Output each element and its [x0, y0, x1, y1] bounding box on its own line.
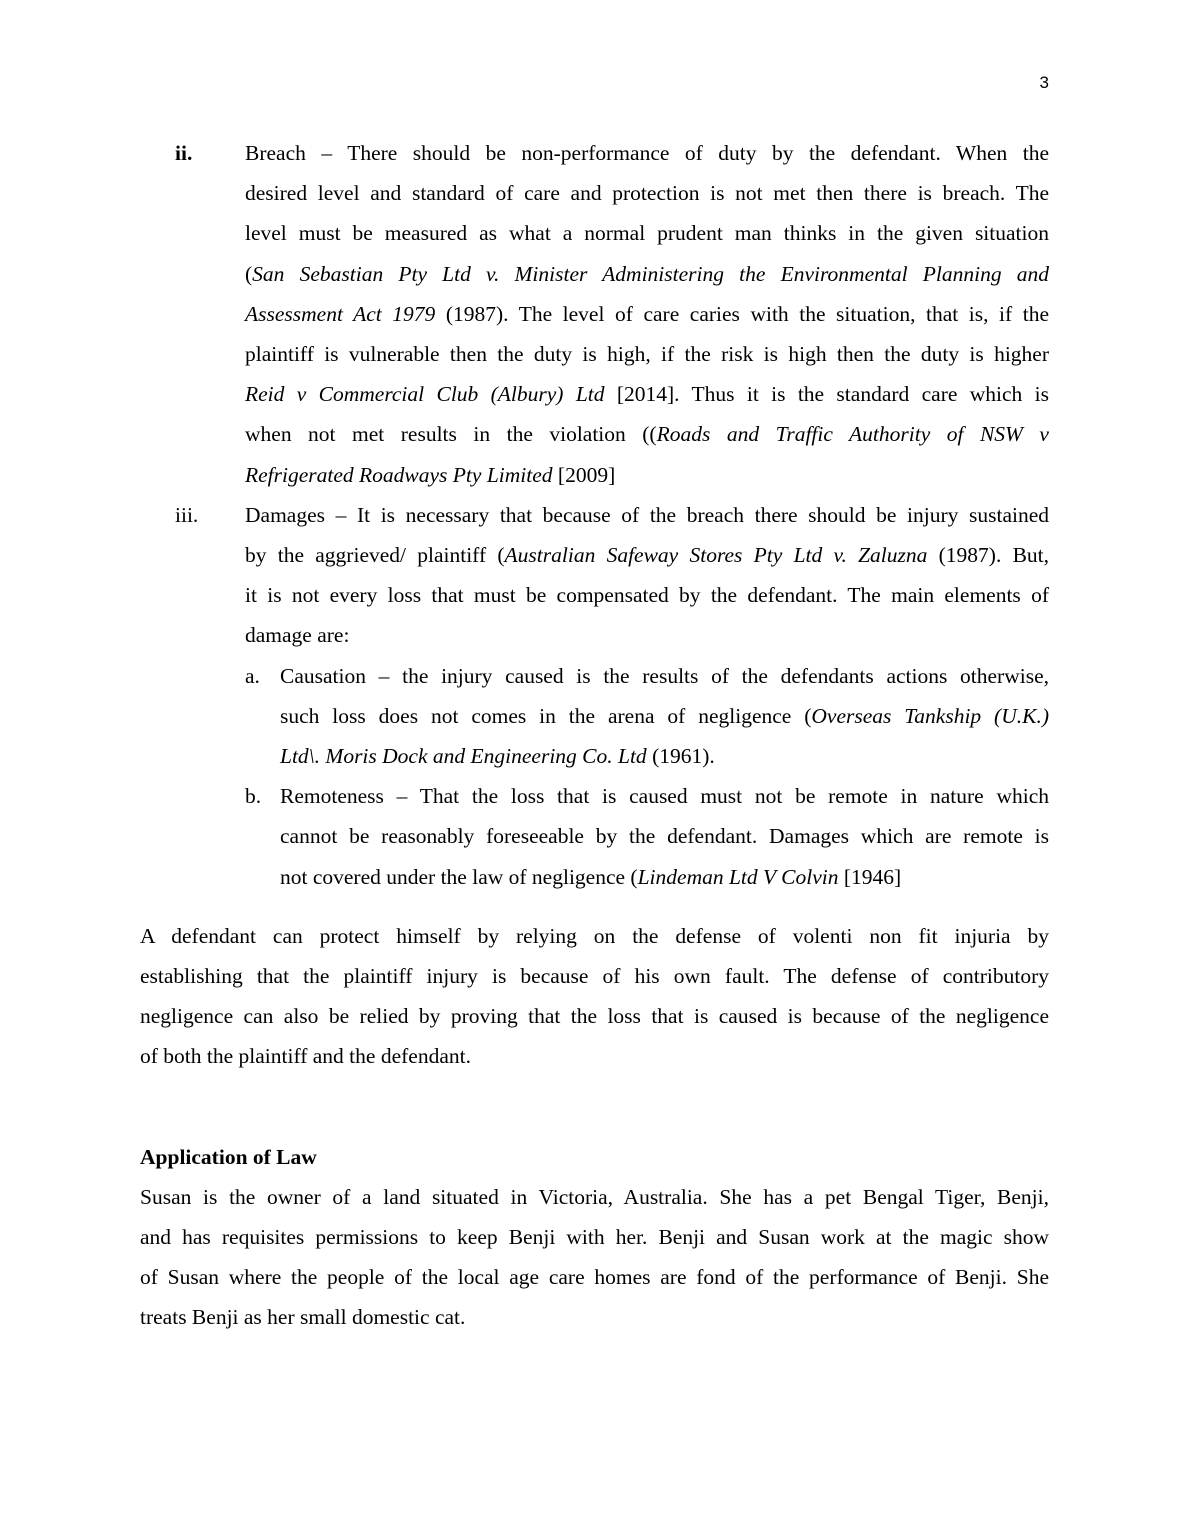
text-line: establishing that the plaintiff injury is because of his own fault. The defense of contributory	[140, 964, 1049, 989]
document-body	[140, 133, 1049, 1338]
section-heading: Application of Law	[140, 1144, 317, 1169]
text-line: treats Benji as her small domestic cat.	[140, 1305, 466, 1330]
sub-item-causation	[140, 656, 1049, 777]
text-line: Causation – the injury caused is the results of the defendants actions otherwise,	[280, 663, 1049, 688]
case-citation: Refrigerated Roadways Pty Limited	[245, 462, 553, 487]
case-citation: Lindeman Ltd V Colvin	[637, 864, 839, 889]
text-line: Reid v Commercial Club (Albury) Ltd [2014]. Thus it is the standard care which is	[245, 382, 1049, 407]
text-line: damage are:	[245, 623, 350, 648]
text-line: when not met results in the violation ((Roads and Traffic Authority of NSW v	[245, 422, 1049, 447]
case-citation: Reid v Commercial Club (Albury) Ltd	[245, 382, 605, 407]
case-citation: Roads and Traffic Authority of NSW v	[656, 422, 1049, 447]
case-citation: Overseas Tankship (U.K.)	[811, 703, 1049, 728]
list-item-damages	[140, 495, 1049, 656]
text-line: Ltd\. Moris Dock and Engineering Co. Ltd (1961).	[280, 744, 715, 769]
page-number: 3	[1039, 73, 1049, 92]
text-line: negligence can also be relied by proving that the loss that is caused is because of the negligence	[140, 1004, 1049, 1029]
text-line: A defendant can protect himself by relying on the defense of volenti non fit injuria by	[140, 923, 1049, 948]
application-paragraph	[140, 1177, 1049, 1338]
text-line: Damages – It is necessary that because of the breach there should be injury sustained	[245, 502, 1049, 527]
text-line: Remoteness – That the loss that is caused must not be remote in nature which	[280, 784, 1049, 809]
sub-item-remoteness	[140, 776, 1049, 897]
text-line: Assessment Act 1979 (1987). The level of care caries with the situation, that is, if the	[245, 301, 1049, 326]
text-line: by the aggrieved/ plaintiff (Australian Safeway Stores Pty Ltd v. Zaluzna (1987). But,	[245, 543, 1050, 568]
text-line: desired level and standard of care and protection is not met then there is breach. The	[245, 181, 1049, 206]
text-line: level must be measured as what a normal prudent man thinks in the given situation	[245, 221, 1049, 246]
text-line: and has requisites permissions to keep Benji with her. Benji and Susan work at the magic show	[140, 1225, 1049, 1250]
text-line: of Susan where the people of the local age care homes are fond of the performance of Benji. She	[140, 1265, 1049, 1290]
text-line: of both the plaintiff and the defendant.	[140, 1044, 471, 1069]
text-line: it is not every loss that must be compensated by the defendant. The main elements of	[245, 583, 1049, 608]
text-line: not covered under the law of negligence (Lindeman Ltd V Colvin [1946]	[280, 864, 902, 889]
text-line: Refrigerated Roadways Pty Limited [2009]	[245, 462, 616, 487]
text-line: plaintiff is vulnerable then the duty is high, if the risk is high then the duty is higher	[245, 342, 1049, 367]
case-citation: Australian Safeway Stores Pty Ltd v. Zaluzna	[504, 543, 928, 568]
case-citation: San Sebastian Pty Ltd v. Minister Administering the Environmental Planning and	[252, 261, 1049, 286]
case-citation: Ltd\. Moris Dock and Engineering Co. Ltd	[280, 744, 647, 769]
list-marker: ii.	[175, 141, 193, 165]
text-line: such loss does not comes in the arena of negligence (Overseas Tankship (U.K.)	[280, 703, 1049, 728]
case-citation: Assessment Act 1979	[245, 301, 436, 326]
text-line: (San Sebastian Pty Ltd v. Minister Administering the Environmental Planning and	[245, 261, 1049, 286]
text-line: Susan is the owner of a land situated in Victoria, Australia. She has a pet Bengal Tiger, Benji,	[140, 1184, 1049, 1209]
list-item-breach	[140, 133, 1049, 495]
defense-paragraph	[140, 916, 1049, 1077]
list-marker: iii.	[175, 502, 199, 527]
text-line: cannot be reasonably foreseeable by the defendant. Damages which are remote is	[280, 824, 1049, 849]
sub-list-marker: a.	[245, 663, 260, 688]
sub-list-marker: b.	[245, 784, 262, 809]
text-line: Breach – There should be non-performance of duty by the defendant. When the	[245, 141, 1049, 165]
